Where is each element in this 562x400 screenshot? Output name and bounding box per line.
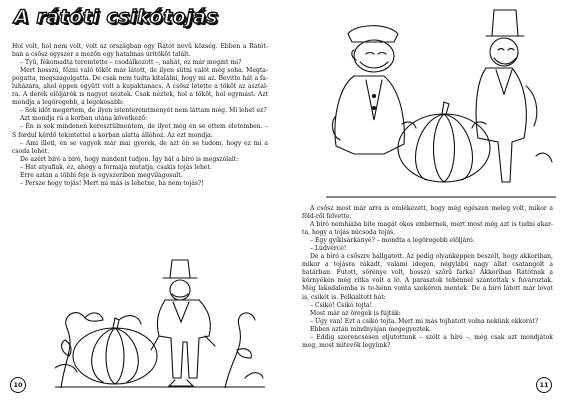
paragraph: – Lúdvércé! xyxy=(310,245,347,253)
villagers-pumpkin-illustration xyxy=(326,6,556,198)
paragraph: A csősz most már arra is emlékezett, hogy még egészen meleg volt, mikor a föld-ről felvette. xyxy=(302,205,553,221)
paragraph: – Hát atyafiak, ez, ahogy a formája mutatja, csakis tojás lehet. xyxy=(20,163,212,171)
paragraph: – Úgy van! Ezt a csikó tojta. Mert mi más tojhatott volna nekünk ekkorát? xyxy=(310,317,539,325)
paragraph: – Persze hogy tojás! Mert mi más is lehetne, ha nem tojás?! xyxy=(20,179,204,187)
paragraph: Ebben aztán mindnyájan megegyeztek. xyxy=(310,325,432,333)
paragraph: – Én is sok mindenen keresztülmentem, de ilyet még én se ettem életemben. – S fordul kérdő tekintettel a korban alatta állóhoz. Az ezt mondja: xyxy=(12,123,268,139)
paragraph: A bíró nemhiába bíte magát okos embernek, mert most még azt is tudni akar-ta, hogy a tojás micsoda tojás. xyxy=(302,221,553,237)
left-page-text xyxy=(12,43,268,188)
paragraph: Hol volt, hol nem volt, volt az országban egy Rátót nevű község. Ebben a Rátót-ban a csősz egyszer a mezőn egy hatalmas úritököt talált. xyxy=(12,43,268,59)
paragraph: Mert hosszú, főzni való tököt már látott, de ilyen sütni valót még soha. Megta-pogatta, megszagolgatta. De csak nem tudta kitalálni, hogy mi az. Bevitte hát a fa-luházára, ahol éppen együtt volt a kupaktanács. A csősz letette a tököt az asztal-ra. A derék elöljárók is nagyot néztek. Csak néztek, hol a tököt, hol egymást. Azt mondja a legöregebb, a legokosabb: xyxy=(12,67,268,107)
paragraph: – Tyű, fékomadta teremtette – csodálkozott –, nahát, ez már megint mi? xyxy=(20,59,242,67)
paragraph: Most már az öregek is fújták: xyxy=(310,309,401,317)
paragraph: Erre aztán a többi feje is egyszeriben megvilágosult. xyxy=(20,171,183,179)
page-number: 10 xyxy=(10,377,26,393)
paragraph: – Csikó! Csikó tojta! xyxy=(310,301,373,309)
right-page xyxy=(281,0,562,400)
pumpkin-man-illustration xyxy=(55,238,265,388)
paragraph: De azért bíró a bíró, hogy mindent tudjon. Így hát a bíró is megszólalt: xyxy=(20,155,239,163)
paragraph: – Ami illeti, én se vagyok már mai gyerek, de azt én se tudom, hogy ez mi a csoda lehet. xyxy=(12,139,268,155)
paragraph: – Egy gyíkisárkányé? – mondta a legöregebb elöljáró. xyxy=(310,237,475,245)
paragraph: – Eddig szerencsésen eljutottunk – szólt a bíró –, még csak azt mondjátok meg, most mitevők legyünk? xyxy=(302,333,553,349)
paragraph: De a bíró a csőszre hallgatott. Az pedig olyanképpen beszélt, hogy akkoriban, mikor a tojásra rákadt, valami idegen, négylábú nagy állat csatangolt a határban. Futott, sörénye volt, hosszú szőrű farka! Akkoriban Rátótnak a környékén még ritka volt a ló. A parasztok tehénnel szántottak s fuvaroztak. Még lakodalomba is te-hénn vonta szekéren mentek. De a bíró látott már lovat is, csikót is. Felkiáltott hát: xyxy=(302,253,553,301)
paragraph: – Sok időt megértem, de ilyen istenteremtményét nem láttam még. Mi lehet ez? xyxy=(20,107,267,115)
right-page-text xyxy=(302,205,553,350)
page-number: 11 xyxy=(536,377,552,393)
paragraph: Azt mondja rá a korban utána következő: xyxy=(20,115,148,123)
page-title: A rátóti csikótojás xyxy=(14,6,219,28)
